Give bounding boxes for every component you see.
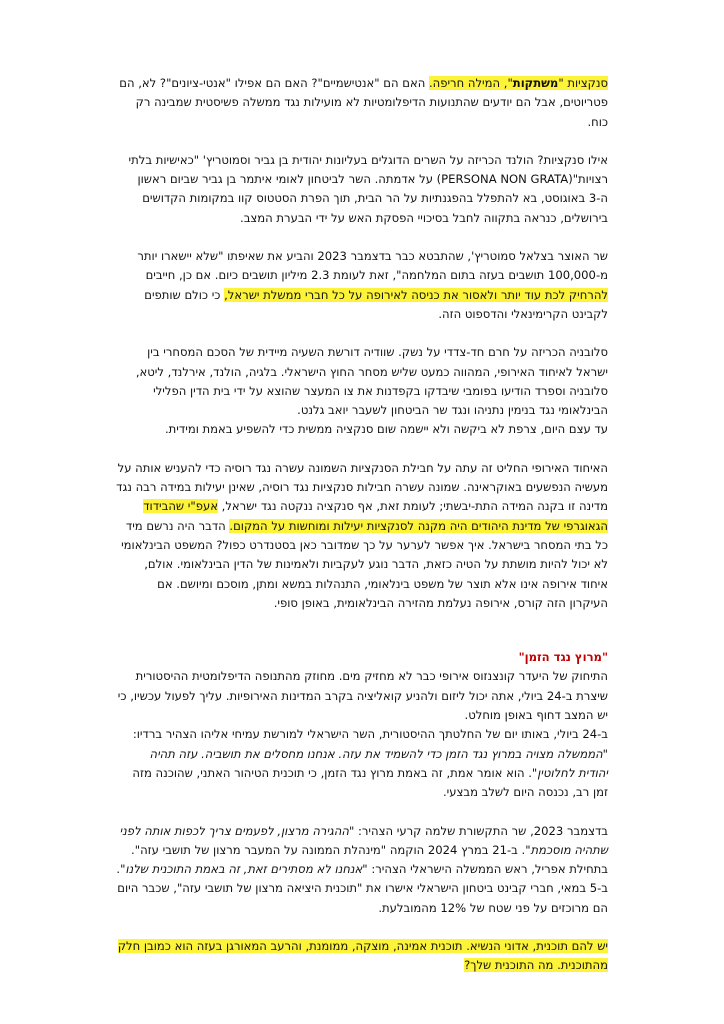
bold-crippling: משתקות <box>512 76 559 90</box>
paragraph-eliyahu: ב-24 ביולי, באותו יום של החלטתך ההיסטורית, השר הישראלי למורשת עמיחי אליהו הצהיר ברדיו: "הממשלה מצויה במרוץ נגד הזמן כדי להשמיד את עזה. אנחנו מחסלים את תושביה. עזה תהיה יהודית לחלוטין". הוא אומר אמת, זה באמת מרוץ נגד הזמן, כי תוכנית הטיהור האתני, שהוכנה מזה זמן רב, נכנסה היום לשלב מבצעי. <box>132 727 608 800</box>
highlight-entry-ban: להרחיק לכת עוד יותר ולאסור את כניסה לאירופה על כל חברי ממשלת ישראל, <box>224 287 608 302</box>
highlight-isolation: אעפ"י שהבידוד הגאוגרפי של מדינת היהודים היה מקנה לסנקציות יעילות ומוחשות על המקום. <box>143 499 608 533</box>
paragraph-slovenia: סלובניה הכריזה על חרם חד-צדדי על נשק. שוודיה דורשת השעיה מיידית של הסכם המסחרי בין ישראל לאיחוד האירופי, המהווה כמעט שליש מסחר החוץ הישראלי. בלגיה, הולנד, אירלנד, ליטא, סלובניה וספרד הודיעו בפומבי שיבדקו בקפדנות את צו המעצר שהוצא על ידי בית הדין הפלילי הבינלאומי נגד בנימין נתניהו ונגד שר הביטחון לשעבר יואב גלנט. <box>135 345 608 418</box>
paragraph-smotrich: שר האוצר בצלאל סמוטריץ', שהתבטא כבר בדצמבר 2023 והביע את שאיפתו "שלא יישארו יותר מ-100,000 תושבים בעזה בתום המלחמה", זאת לעומת 2.3 מיליון תושבים כיום. אם כן, חייבים להרחיק לכת עוד יותר ולאסור את כניסה לאירופה על כל חברי ממשלת ישראל, כי כולם שותפים לקבינט הקרימינאלי והדספוט הזה. <box>137 249 608 321</box>
paragraph-closing <box>116 937 608 976</box>
paragraph-karhi: בדצמבר 2023, שר התקשורת שלמה קרעי הצהיר: "ההגירה מרצון, לפעמים צריך לכפות אותה לפני שתהיה מוסכמת". ב-21 במרץ 2024 הוקמה "מינהלת הממונה על המעבר מרצון של תושבי עזה". בתחילת אפריל, ראש הממשלה הישראלי הצהיר: "אנחנו לא מסתירים זאת, זה באמת התוכנית שלנו". ב-5 במאי, חברי קבינט ביטחון הישראלי אישרו את "תוכנית היציאה מרצון של תושבי עזה", שכבר היום הם מרוכזים על פני שטח של 12% מהמובלעת. <box>116 823 608 915</box>
paragraph-eu-russia: האיחוד האירופי החליט זה עתה על חבילת הסנקציות השמונה עשרה נגד רוסיה כדי להעניש אותה על מעשיה הנפשעים באוקראינה. שמונה עשרה חבילות סנקציות נגד רוסיה, שאינן יעילות במידה רבה נגד מדינה זו בקנה המידה התת-יבשתי; לעומת זאת, אף סנקציה ננקטה נגד ישראל, אעפ"י שהבידוד הגאוגרפי של מדינת היהודים היה מקנה לסנקציות יעילות ומוחשות על המקום. הדבר היה נרשם מיד כל בתי המסחר בישראל. איך אפשר לערער על כך שמדובר כאן בסטנדרט כפול? המשפט הבינלאומי לא יכול להיות מושתת על הטיה כזאת, הדבר נוגע לעקביות ולאמינות של הדין הבינלאומי. אולם, איחוד אירופה אינו אלא תוצר של משפט בינלאומי, התנהלות במשא ומתן, מוסכם ומיושם. אם העיקרון הזה קורס, אירופה נעלמת מהזירה הבינלאומית, באופן סופי. <box>116 460 608 610</box>
quote-prime-minister: "אנחנו לא מסתירים זאת, זה באמת התוכנית שלנו" <box>120 862 368 877</box>
paragraph-netherlands: אילו סנקציות? הולנד הכריזה על השרים הדוגלים בעליונות יהודית בן גביר וסמוטריץ' "כאישיות בלתי רצויות"(PERSONA NON GRATA) על אדמתה. השר לביטחון לאומי איתמר בן גביר שביום ראשון ה-3 באוגוסט, בא להתפלל בהפגנתיות על הר הבית, תוך הפרת הסטטוס קוו במקומות הקדושים בירושלים, כנראה בתקווה לחבל בסיכויי הפסקת האש על ידי הבערת המצב. <box>128 152 608 225</box>
section-title: "מרוץ נגד הזמן" <box>518 650 608 665</box>
highlight-closing: יש להם תוכנית, אדוני הנשיא. תוכנית אמינה, מוצקה, ממומנת, והרעב המאורגן בעזה הוא כמובן חלק מהתוכנית. מה התוכנית שלך? <box>117 938 608 973</box>
paragraph-consensus: התיחוק של היעדר קונצנזוס אירופי כבר לא מחזיק מים. מחוזק מהתנופה הדיפלומטית ההיסטורית שיצרת ב-24 ביולי, אתה יכול ליזום ולהניע קואליציה בקרב המדינות האירופיות. עליך לפעול עכשיו, כי יש המצב דחוף באופן מוחלט. <box>117 669 608 723</box>
quote-eliyahu: "הממשלה מצויה במרוץ נגד הזמן כדי להשמיד את עזה. אנחנו מחסלים את תושביה. עזה תהיה יהודית לחלוטין" <box>149 746 608 780</box>
paragraph-sanctions-intro <box>116 74 608 132</box>
paragraph-france: עד עצם היום, צרפת לא ביקשה ולא יישמה שום סנקציה ממשית כדי להשפיע באמת ומידית. <box>165 422 608 437</box>
quote-karhi: "ההגירה מרצון, לפעמים צריך לכפות אותה לפני שתהיה מוסכמת" <box>119 823 608 857</box>
paragraph-text: האם הם "אנטישמיים"? האם הם אפילו "אנטי-ציונים"? לא, הם פטריוטים, אבל הם יודעים שהתנועות הדיפלומטיות לא מועילות נגד ממשלה פשיסטית שמבינה רק כוח. <box>119 76 608 129</box>
highlight-sanctions: סנקציות "משתקות", המילה חריפה. <box>428 76 608 90</box>
